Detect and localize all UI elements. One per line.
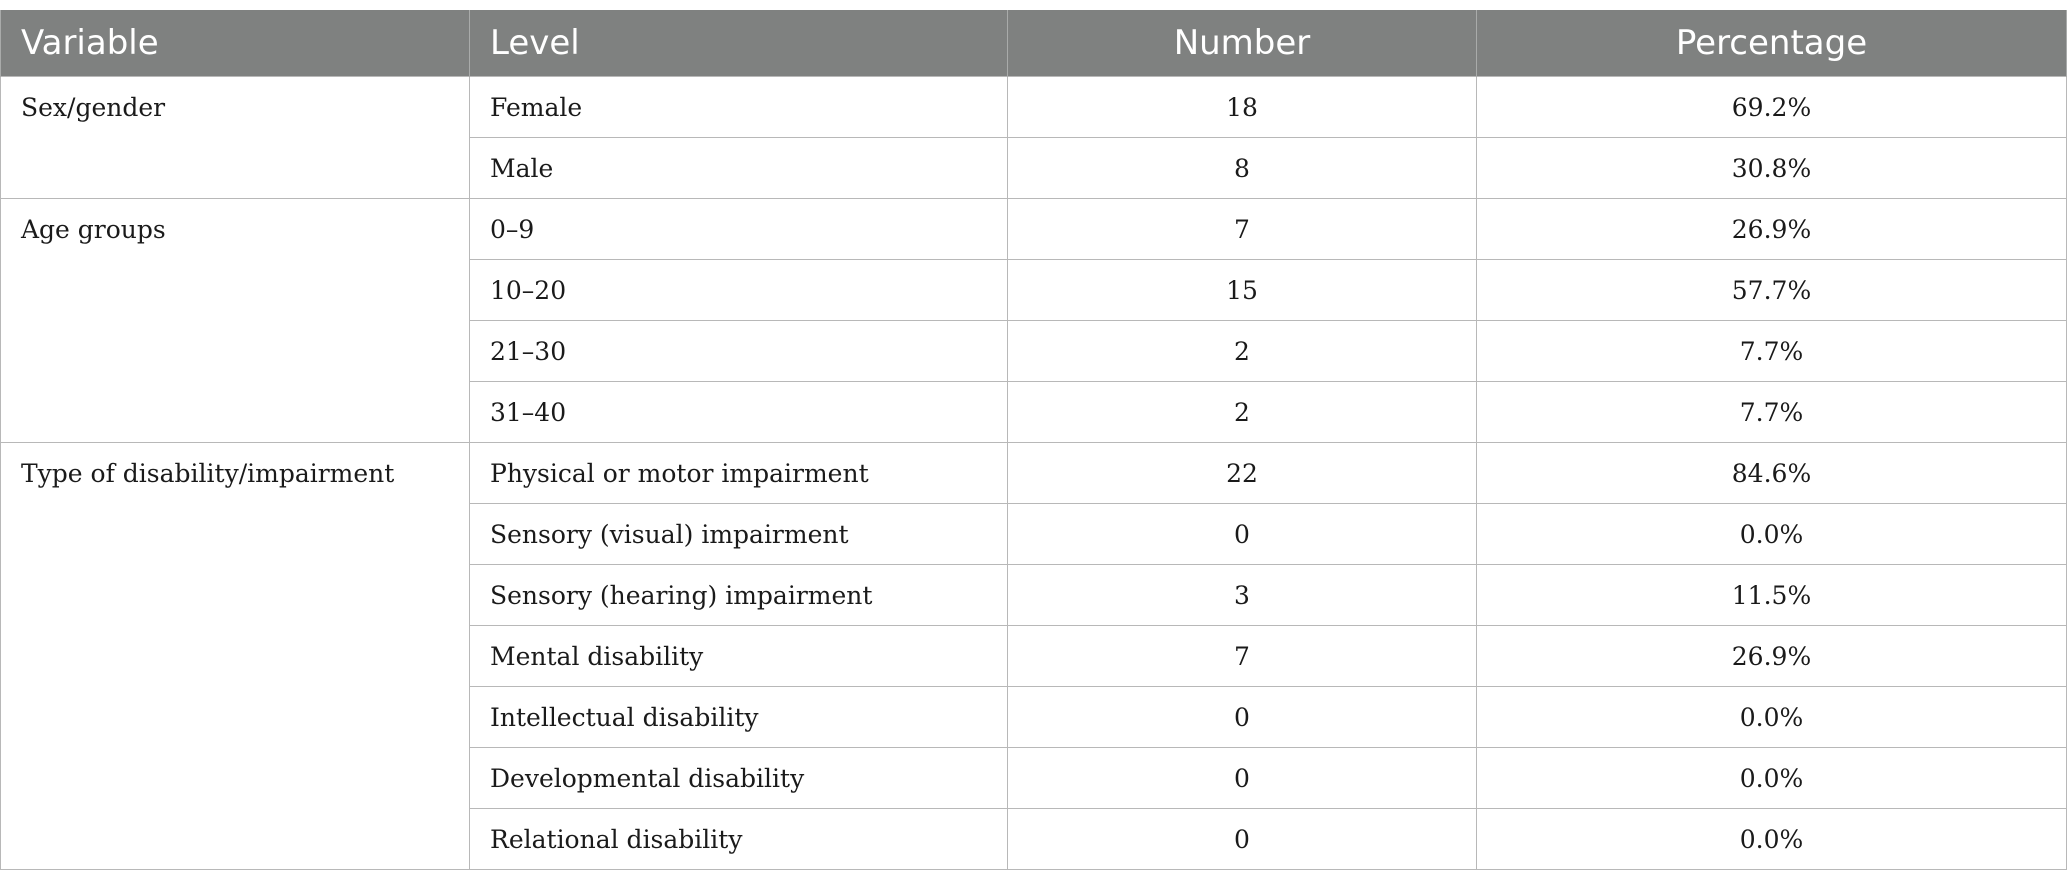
header-variable: Variable: [1, 10, 470, 77]
percentage-cell: 26.9%: [1477, 199, 2067, 260]
table-header: [1, 10, 2067, 77]
number-cell: 0: [1008, 687, 1477, 748]
header-row: [1, 10, 2067, 77]
header-number: Number: [1008, 10, 1477, 77]
percentage-cell: 26.9%: [1477, 626, 2067, 687]
number-cell: 8: [1008, 138, 1477, 199]
level-cell: Sensory (hearing) impairment: [470, 565, 1008, 626]
number-cell: 0: [1008, 504, 1477, 565]
level-cell: Physical or motor impairment: [470, 443, 1008, 504]
table-row: [1, 443, 2067, 504]
percentage-cell: 69.2%: [1477, 77, 2067, 138]
percentage-cell: 11.5%: [1477, 565, 2067, 626]
level-cell: Female: [470, 77, 1008, 138]
number-cell: 0: [1008, 748, 1477, 809]
number-cell: 22: [1008, 443, 1477, 504]
header-percentage: Percentage: [1477, 10, 2067, 77]
number-cell: 2: [1008, 321, 1477, 382]
percentage-cell: 7.7%: [1477, 321, 2067, 382]
level-cell: Male: [470, 138, 1008, 199]
level-cell: Mental disability: [470, 626, 1008, 687]
level-cell: 21–30: [470, 321, 1008, 382]
demographics-table: [0, 10, 2067, 870]
number-cell: 2: [1008, 382, 1477, 443]
percentage-cell: 7.7%: [1477, 382, 2067, 443]
table-container: [0, 10, 2067, 870]
level-cell: Sensory (visual) impairment: [470, 504, 1008, 565]
level-cell: Intellectual disability: [470, 687, 1008, 748]
header-level: Level: [470, 10, 1008, 77]
percentage-cell: 57.7%: [1477, 260, 2067, 321]
number-cell: 7: [1008, 199, 1477, 260]
number-cell: 7: [1008, 626, 1477, 687]
percentage-cell: 0.0%: [1477, 809, 2067, 870]
table-body: [1, 77, 2067, 870]
level-cell: 10–20: [470, 260, 1008, 321]
number-cell: 0: [1008, 809, 1477, 870]
variable-cell: Age groups: [1, 199, 470, 443]
percentage-cell: 84.6%: [1477, 443, 2067, 504]
level-cell: 31–40: [470, 382, 1008, 443]
level-cell: 0–9: [470, 199, 1008, 260]
level-cell: Relational disability: [470, 809, 1008, 870]
percentage-cell: 30.8%: [1477, 138, 2067, 199]
number-cell: 15: [1008, 260, 1477, 321]
percentage-cell: 0.0%: [1477, 687, 2067, 748]
level-cell: Developmental disability: [470, 748, 1008, 809]
number-cell: 18: [1008, 77, 1477, 138]
percentage-cell: 0.0%: [1477, 504, 2067, 565]
variable-cell: Sex/gender: [1, 77, 470, 199]
variable-cell: Type of disability/impairment: [1, 443, 470, 870]
table-row: [1, 199, 2067, 260]
number-cell: 3: [1008, 565, 1477, 626]
percentage-cell: 0.0%: [1477, 748, 2067, 809]
table-row: [1, 77, 2067, 138]
